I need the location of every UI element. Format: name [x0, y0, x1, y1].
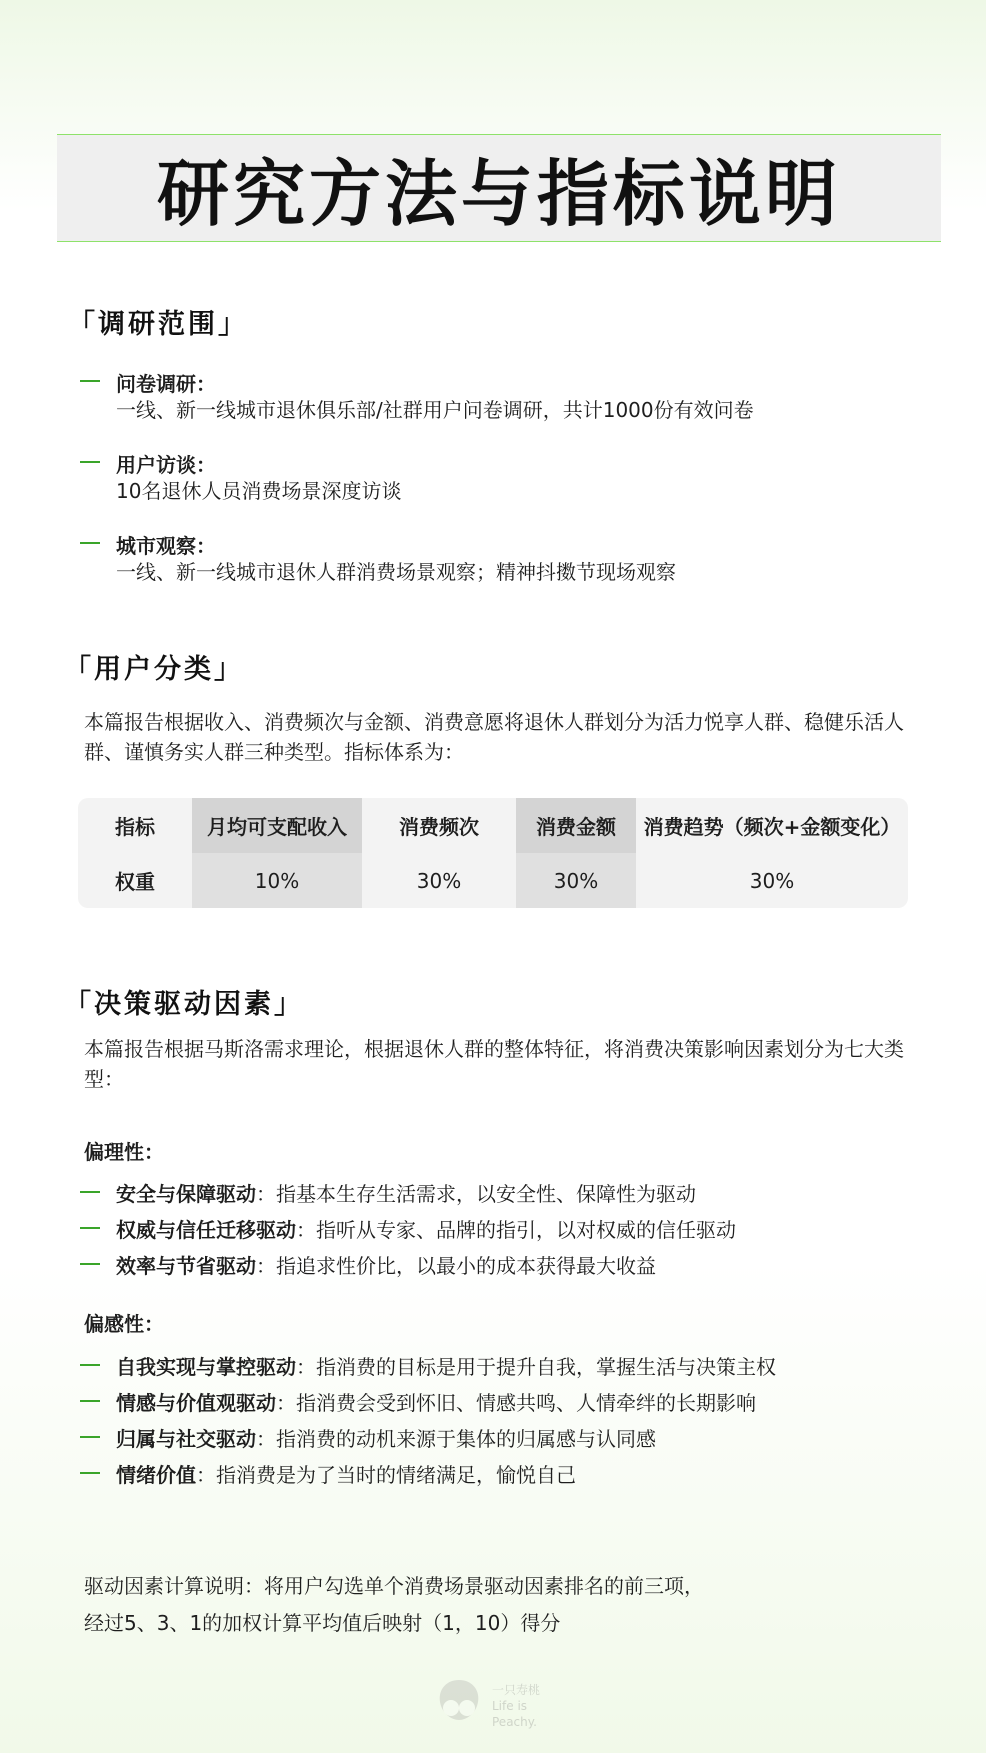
factor-desc: ：指基本生存生活需求，以安全性、保障性为驱动: [256, 1182, 696, 1206]
table-cell: 30%: [553, 868, 599, 893]
factor-item: [80, 1387, 960, 1417]
title-banner: [57, 134, 941, 242]
factor-desc: ：指消费的目标是用于提升自我，掌握生活与决策主权: [296, 1355, 776, 1379]
factor-name: 自我实现与掌控驱动: [116, 1355, 296, 1379]
factor-name: 效率与节省驱动: [116, 1254, 256, 1278]
section-heading-scope: 「调研范围」: [68, 309, 248, 340]
scope-item-text: 一线、新一线城市退休人群消费场景观察；精神抖擞节现场观察: [116, 560, 676, 584]
factor-item: [80, 1214, 960, 1244]
dash-marker: [80, 542, 100, 544]
factors-intro: 本篇报告根据马斯洛需求理论，根据退休人群的整体特征，将消费决策影响因素划分为七大类型：: [84, 1037, 904, 1091]
brand-text: [492, 1682, 574, 1730]
dash-marker: [80, 1364, 100, 1366]
note-line: 驱动因素计算说明：将用户勾选单个消费场景驱动因素排名的前三项，: [84, 1574, 704, 1598]
classification-intro: 本篇报告根据收入、消费频次与金额、消费意愿将退休人群划分为活力悦享人群、稳健乐活人群、谨慎务实人群三种类型。指标体系为：: [84, 710, 904, 764]
brand-name-cn: 一只寿桃: [492, 1683, 541, 1697]
factor-desc: ：指追求性价比，以最小的成本获得最大收益: [256, 1254, 656, 1278]
table-header-cell: 消费频次: [399, 815, 479, 839]
dash-marker: [80, 1400, 100, 1402]
scope-item-text: 一线、新一线城市退休俱乐部/社群用户问卷调研，共计1000份有效问卷: [116, 398, 754, 422]
table-header-cell: 指标: [115, 815, 155, 839]
rational-label: 偏理性：: [84, 1140, 164, 1164]
calculation-note: [84, 1568, 704, 1642]
section-heading-factors: 「决策驱动因素」: [64, 989, 304, 1020]
factor-name: 情绪价值: [116, 1463, 196, 1487]
dash-marker: [80, 461, 100, 463]
table-cell: 权重: [115, 870, 155, 894]
dash-marker: [80, 1227, 100, 1229]
factor-name: 权威与信任迁移驱动: [116, 1218, 296, 1242]
table-header-cell: 月均可支配收入: [192, 798, 362, 853]
scope-item-text: 10名退休人员消费场景深度访谈: [116, 479, 402, 503]
dash-marker: [80, 380, 100, 382]
dash-marker: [80, 1191, 100, 1193]
factor-desc: ：指消费是为了当时的情绪满足，愉悦自己: [196, 1463, 576, 1487]
section-heading-classification: 「用户分类」: [64, 654, 244, 685]
table-column: [636, 798, 908, 908]
factor-desc: ：指消费的动机来源于集体的归属感与认同感: [256, 1427, 656, 1451]
emotional-label: 偏感性：: [84, 1312, 164, 1336]
brand-name-en: Life is Peachy.: [492, 1699, 537, 1729]
brand-logo: [434, 1676, 574, 1729]
dash-marker: [80, 1263, 100, 1265]
weight-table: [78, 798, 908, 908]
factor-name: 归属与社交驱动: [116, 1427, 256, 1451]
table-column: [78, 798, 192, 908]
scope-item-label: 问卷调研：: [116, 372, 216, 396]
table-header-cell: 消费趋势（频次+金额变化）: [643, 815, 901, 839]
table-column: [192, 798, 362, 908]
table-cell: 10%: [254, 868, 300, 893]
factor-desc: ：指消费会受到怀旧、情感共鸣、人情牵绊的长期影响: [276, 1391, 756, 1415]
scope-item-label: 用户访谈：: [116, 453, 216, 477]
factor-item: [80, 1250, 960, 1280]
scope-item-label: 城市观察：: [116, 534, 216, 558]
factor-item: [80, 1178, 960, 1208]
factor-item: [80, 1459, 960, 1489]
factor-name: 情感与价值观驱动: [116, 1391, 276, 1415]
peach-icon: [434, 1676, 484, 1724]
note-line: 经过5、3、1的加权计算平均值后映射（1，10）得分: [84, 1611, 561, 1635]
factor-name: 安全与保障驱动: [116, 1182, 256, 1206]
table-column: [516, 798, 636, 908]
table-cell: 30%: [749, 868, 795, 893]
factor-item: [80, 1423, 960, 1453]
factor-item: [80, 1351, 960, 1381]
factor-desc: ：指听从专家、品牌的指引，以对权威的信任驱动: [296, 1218, 736, 1242]
table-column: [362, 798, 516, 908]
table-cell: 30%: [416, 868, 462, 893]
table-header-cell: 消费金额: [516, 798, 636, 853]
page-title: 研究方法与指标说明: [156, 152, 841, 236]
dash-marker: [80, 1472, 100, 1474]
dash-marker: [80, 1436, 100, 1438]
